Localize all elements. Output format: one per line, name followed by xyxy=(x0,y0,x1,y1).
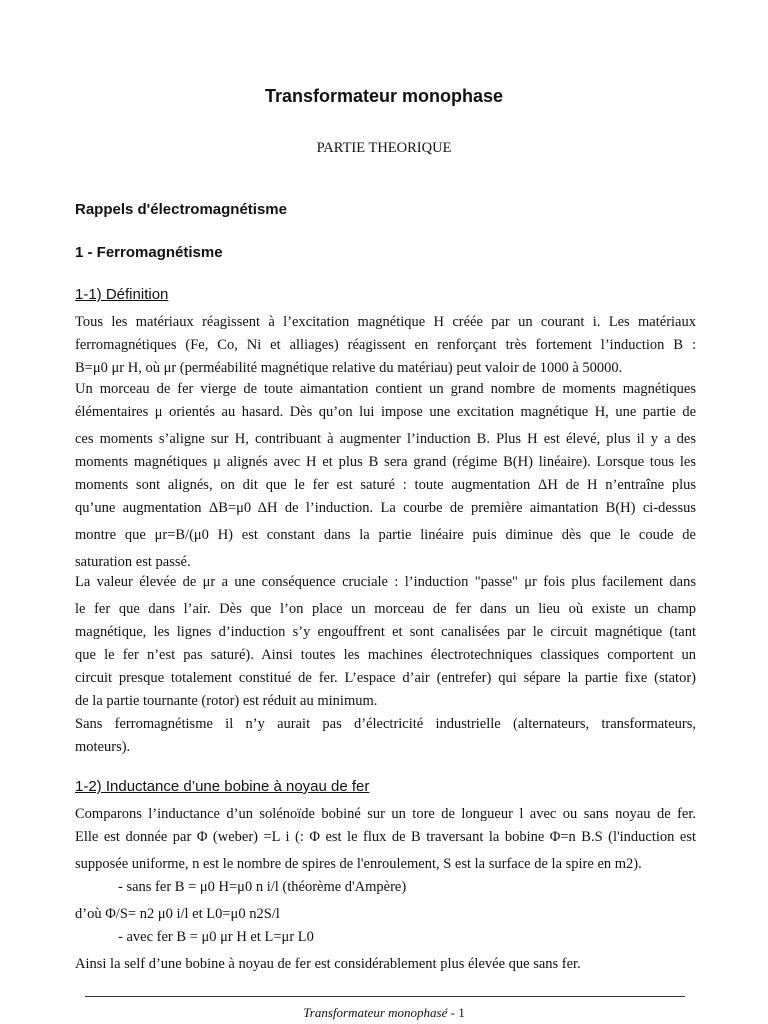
page-footer xyxy=(0,1005,768,1021)
text-line: circuit presque totalement constitué de fer. L’espace d’air (entrefer) qui sépare la partie fixe (stator) xyxy=(75,670,696,686)
text-line: qu’une augmentation ΔB=μ0 ΔH de l’induction. La courbe de première aimantation B(H) ci-dessus xyxy=(75,500,696,516)
footer-separator: - xyxy=(447,1005,459,1020)
text-line: Sans ferromagnétisme il n’y aurait pas d’électricité industrielle (alternateurs, transformateurs, xyxy=(75,716,696,732)
text-line: supposée uniforme, n est le nombre de spires de l'enroulement, S est la surface de la spire en m2). xyxy=(75,856,642,872)
text-line: ferromagnétiques (Fe, Co, Ni et alliages) réagissent en renforçant très fortement l’induction B : xyxy=(75,337,696,353)
text-line: Tous les matériaux réagissent à l’excitation magnétique H créée par un courant i. Les matériaux xyxy=(75,314,696,330)
text-line: que le fer n’est pas saturé). Ainsi toutes les machines électrotechniques classiques comportent un xyxy=(75,647,696,663)
document-subtitle: PARTIE THEORIQUE xyxy=(316,140,452,156)
permeability-paragraph xyxy=(75,571,696,759)
footer-title: Transformateur monophasé xyxy=(303,1005,448,1020)
magnetization-paragraph xyxy=(75,378,696,574)
text-line: de la partie tournante (rotor) est réduit au minimum. xyxy=(75,693,378,709)
text-line: Elle est donnée par Φ (weber) =L i (: Φ est le flux de B traversant la bobine Φ=n B.S (l'induction est xyxy=(75,829,696,845)
text-line: magnétique, les lignes d’induction s’y engouffrent et sont canalisées par le circuit magnétique (tant xyxy=(75,624,696,640)
text-line: d’où Φ/S= n2 μ0 i/l et L0=μ0 n2S/l xyxy=(75,906,280,922)
text-line: - sans fer B = μ0 H=μ0 n i/l (théorème d'Ampère) xyxy=(118,879,407,895)
section-heading: Rappels d'électromagnétisme xyxy=(75,201,287,218)
page-number: 1 xyxy=(458,1005,465,1020)
subsection-inductance-heading: 1-2) Inductance d’une bobine à noyau de fer xyxy=(75,778,370,795)
text-line: Un morceau de fer vierge de toute aimantation contient un grand nombre de moments magnétiques xyxy=(75,381,696,397)
text-line: le fer que dans l’air. Dès que l’on place un morceau de fer dans un lieu où existe un champ xyxy=(75,601,696,617)
footer-divider xyxy=(85,996,685,997)
text-line: B=μ0 μr H, où μr (perméabilité magnétique relative du matériau) peut valoir de 1000 à 50000. xyxy=(75,360,623,376)
chapter-heading: 1 - Ferromagnétisme xyxy=(75,244,223,261)
text-line: saturation est passé. xyxy=(75,554,191,570)
text-line: moteurs). xyxy=(75,739,131,755)
text-line: moments sont alignés, on dit que le fer est saturé : toute augmentation ΔH de H n’entraîne plus xyxy=(75,477,696,493)
text-line: Comparons l’inductance d’un solénoïde bobiné sur un tore de longueur l avec ou sans noyau de fer. xyxy=(75,806,696,822)
text-line: ces moments s’aligne sur H, contribuant à augmenter l’induction B. Plus H est élevé, plus il y a des xyxy=(75,431,696,447)
text-line: élémentaires μ orientés au hasard. Dès qu’on lui impose une excitation magnétique H, une partie de xyxy=(75,404,696,420)
text-line: - avec fer B = μ0 μr H et L=μr L0 xyxy=(118,929,314,945)
subsection-definition-heading: 1-1) Définition xyxy=(75,286,169,303)
text-line: montre que μr=B/(μ0 H) est constant dans la partie linéaire puis diminue dès que le coude de xyxy=(75,527,696,543)
definition-paragraph xyxy=(75,311,696,380)
document-title: Transformateur monophase xyxy=(264,86,504,106)
text-line: Ainsi la self d’une bobine à noyau de fer est considérablement plus élevée que sans fer. xyxy=(75,956,581,972)
text-line: moments magnétiques μ alignés avec H et plus B sera grand (régime B(H) linéaire). Lorsque tous les xyxy=(75,454,696,470)
text-line: La valeur élevée de μr a une conséquence cruciale : l’induction "passe" μr fois plus facilement dans xyxy=(75,574,696,590)
inductance-paragraph xyxy=(75,803,696,976)
